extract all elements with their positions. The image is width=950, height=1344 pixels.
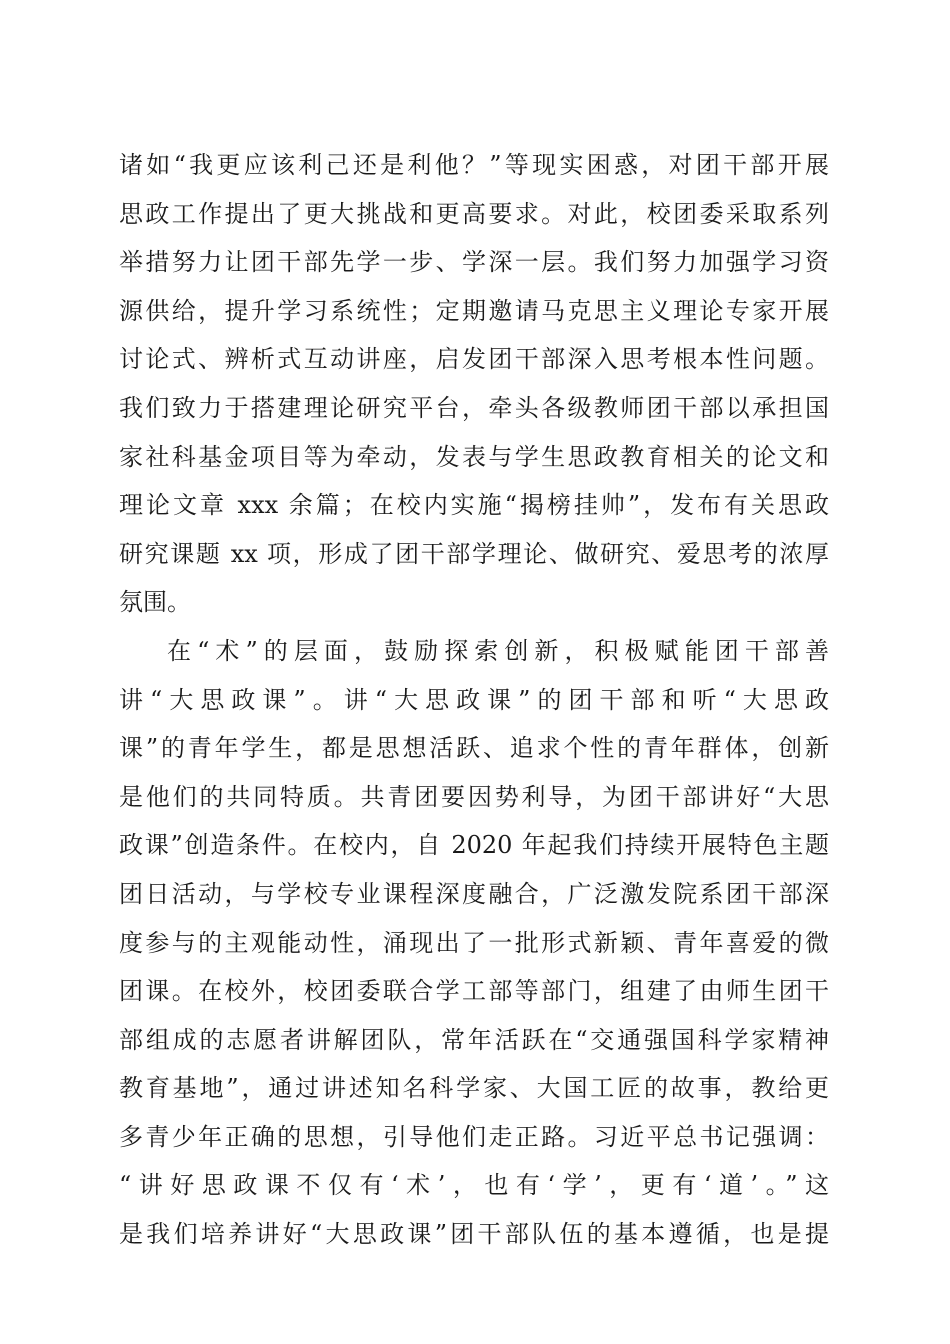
- text-line: 诸如“我更应该利己还是利他？”等现实困惑，对团干部开展: [119, 151, 829, 179]
- text-line: 我们致力于搭建理论研究平台，牵头各级教师团干部以承担国: [119, 393, 829, 422]
- text-line: 部组成的志愿者讲解团队，常年活跃在“交通强国科学家精神: [119, 1025, 829, 1054]
- text-line: 研究课题 xx 项，形成了团干部学理论、做研究、爱思考的浓厚: [119, 539, 829, 568]
- text-line: “讲好思政课不仅有‘术’，也有‘学’，更有‘道’。”这: [119, 1171, 829, 1200]
- text-line: 讨论式、辨析式互动讲座，启发团干部深入思考根本性问题。: [119, 345, 829, 374]
- text-line: 团课。在校外，校团委联合学工部等部门，组建了由师生团干: [119, 977, 829, 1006]
- text-line: 教育基地”，通过讲述知名科学家、大国工匠的故事，教给更: [119, 1074, 829, 1103]
- text-line: 政课”创造条件。在校内，自 2020 年起我们持续开展特色主题: [119, 831, 829, 860]
- text-line: 是他们的共同特质。共青团要因势利导，为团干部讲好“大思: [119, 782, 829, 811]
- text-line: 在“术”的层面，鼓励探索创新，积极赋能团干部善: [167, 636, 829, 665]
- text-line: 讲“大思政课”。讲“大思政课”的团干部和听“大思政: [119, 685, 829, 714]
- text-line: 课”的青年学生，都是思想活跃、追求个性的青年群体，创新: [119, 734, 829, 763]
- text-line: 举措努力让团干部先学一步、学深一层。我们努力加强学习资: [119, 248, 829, 277]
- text-line: 是我们培养讲好“大思政课”团干部队伍的基本遵循，也是提: [119, 1220, 829, 1249]
- text-line: 思政工作提出了更大挑战和更高要求。对此，校团委采取系列: [119, 199, 829, 228]
- paragraph-2: [119, 627, 829, 1259]
- text-line: 度参与的主观能动性，涌现出了一批形式新颖、青年喜爱的微: [119, 928, 829, 957]
- text-line: 氛围。: [119, 588, 191, 617]
- text-line: 团日活动，与学校专业课程深度融合，广泛激发院系团干部深: [119, 879, 829, 908]
- text-line: 家社科基金项目等为牵动，发表与学生思政教育相关的论文和: [119, 442, 829, 471]
- text-line: 多青少年正确的思想，引导他们走正路。习近平总书记强调：: [119, 1122, 829, 1151]
- paragraph-1: [119, 141, 829, 627]
- text-line: 源供给，提升学习系统性；定期邀请马克思主义理论专家开展: [119, 296, 829, 325]
- body-text: [119, 141, 829, 1259]
- text-line: 理论文章 xxx 余篇；在校内实施“揭榜挂帅”，发布有关思政: [119, 491, 829, 520]
